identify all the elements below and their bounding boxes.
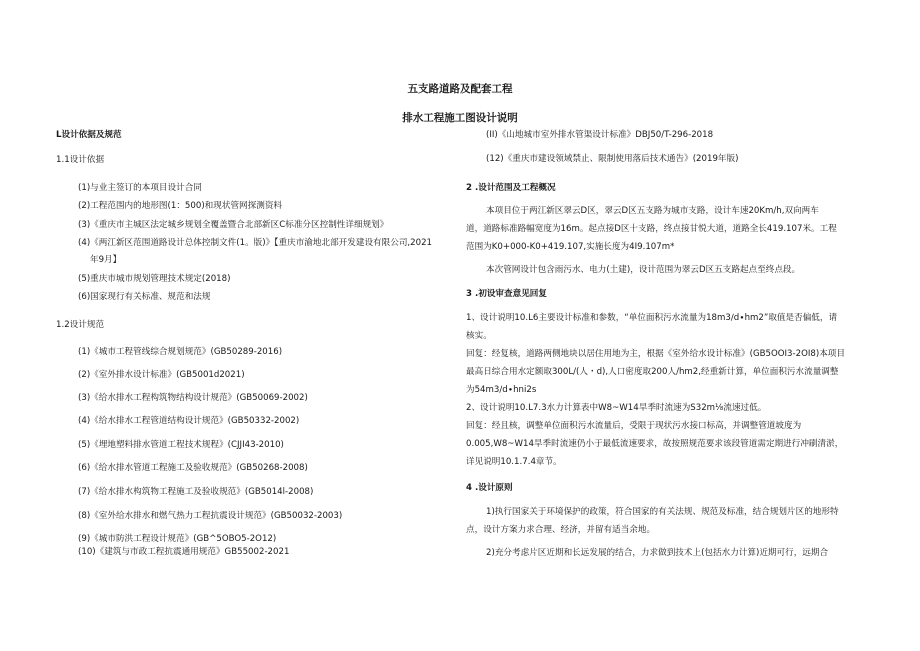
document-title: 五支路道路及配套工程 xyxy=(407,83,513,95)
norm-item: (II)《山地城市室外排水管渠设计标准》DBJ50/T-296-2018 xyxy=(486,130,714,140)
basis-item: (6)国家现行有关标准、规范和法规 xyxy=(78,292,211,302)
section-2-line: 道，道路标准路幅宽度为16m。起点接D区十支路，终点接甘悦大道，道路全长419.107米。工程 xyxy=(466,224,837,234)
norm-item: (12)《重庆市建设领域禁止、限制使用落后技术通告》(2019年版) xyxy=(486,154,739,164)
norm-item: (9)《城市防洪工程设计规范》(GB^5OBO5-2O12) xyxy=(78,534,277,544)
section-3-line: 为54m3∕d∙hni2s xyxy=(466,385,537,395)
norm-item: (2)《室外排水设计标准》(GB5001d2021) xyxy=(78,370,245,380)
norm-item: (5)《埋地塑料排水管道工程技术规程》(CJJI43-2010) xyxy=(78,440,284,450)
section-3-heading: 3 .初设审查意见回复 xyxy=(466,289,547,299)
basis-item: (5)重庆市城市规划管理技术规定(2018) xyxy=(78,274,231,284)
section-4-heading: 4 .设计原则 xyxy=(466,483,513,493)
section-3-line: 0.005,W8~W14旱季时流速仍小于最低流速要求，故按照规范要求该段管道需定期进行冲刷清淤， xyxy=(466,439,844,449)
section-3-line: 核实。 xyxy=(466,331,492,341)
section-1-2-heading: 1.2设计规范 xyxy=(56,320,105,330)
section-3-line: 最高日综合用水定额取300L/(人・d),人口密度取200人/hm2,经重新计算，单位面积污水流量调整 xyxy=(466,367,839,377)
basis-item: 年9月】 xyxy=(90,255,122,265)
section-4-line: 2)充分考虑片区近期和长远发展的结合，力求做到技术上(包括水力计算)近期可行，远期合 xyxy=(486,548,829,558)
section-1-1-heading: 1.1设计依据 xyxy=(56,155,105,165)
basis-item: (2)工程范围内的地形图(1：500)和现状管网探测资料 xyxy=(78,201,283,211)
section-2-line: 本项目位于两江新区翠云D区，翠云D区五支路为城市支路，设计车速20Km/h,双向两车 xyxy=(486,206,819,216)
section-2-line: 本次管网设计包含雨污水、电力(土建)，设计范围为翠云D区五支路起点至终点段。 xyxy=(486,265,801,275)
section-4-line: 1)执行国家关于环境保护的政策，符合国家的有关法规、规范及标准，结合规划片区的地形特 xyxy=(486,507,839,517)
basis-item: (1)与业主签订的本项目设计合同 xyxy=(78,183,202,193)
section-2-heading: 2 .设计范围及工程概况 xyxy=(466,183,556,193)
norm-item: (10)《建筑与市政工程抗震通用规范》GB55002-2021 xyxy=(78,547,290,557)
section-2-line: 范围为K0+000-K0+419.107,实施长度为4I9.107m* xyxy=(466,242,675,252)
document-subtitle: 排水工程施工图设计说明 xyxy=(402,112,518,124)
section-3-line: 1、设计说明10.L6主要设计标准和参数，“单位面积污水流量为18m3∕d∙hm2”取值是否偏低，请 xyxy=(466,313,838,323)
section-1-heading: L设计依据及规范 xyxy=(56,130,122,140)
norm-item: (7)《给水排水构筑物工程施工及验收规范》(GB5014l-2008) xyxy=(78,487,314,497)
norm-item: (6)《给水排水管道工程施工及验收规范》(GB50268-2008) xyxy=(78,463,308,473)
norm-item: (3)《给水排水工程构筑物结构设计规范》(GB50069-2002) xyxy=(78,393,308,403)
section-3-line: 回复：经且核，调整单位面积污水流量后，受限于现状污水接口标高，并调整管道坡度为 xyxy=(466,421,802,431)
norm-item: (8)《室外给水排水和燃气热力工程抗震设计规范》(GB50032-2003) xyxy=(78,511,343,521)
section-4-line: 点，设计方案力求合理、经济，并留有适当余地。 xyxy=(466,525,656,535)
norm-item: (1)《城市工程管线综合规划规范》(GB50289-2016) xyxy=(78,347,283,357)
basis-item: (3)《重庆市主城区法定城乡规划全覆盖暨合北部新区C标准分区控制性详细规划》 xyxy=(78,220,389,230)
section-3-line: 2、设计说明10.L7.3水力计算表中W8~W14旱季时流速为S32m⅛流速过低。 xyxy=(466,403,767,413)
section-3-line: 回复：经复核，道路两侧地块以居住用地为主，根据《室外给水设计标准》(GB5OOI3-2OI8)本项目 xyxy=(466,349,845,359)
basis-item: (4)《两江新区范围道路设计总体控制文件(1。版)》【重庆市渝地北部开发建设有限公司,2021 xyxy=(78,238,433,248)
section-3-line: 详见说明10.1.7.4章节。 xyxy=(466,457,562,467)
norm-item: (4)《给水排水工程管道结构设计规范》(GB50332-2002) xyxy=(78,416,300,426)
